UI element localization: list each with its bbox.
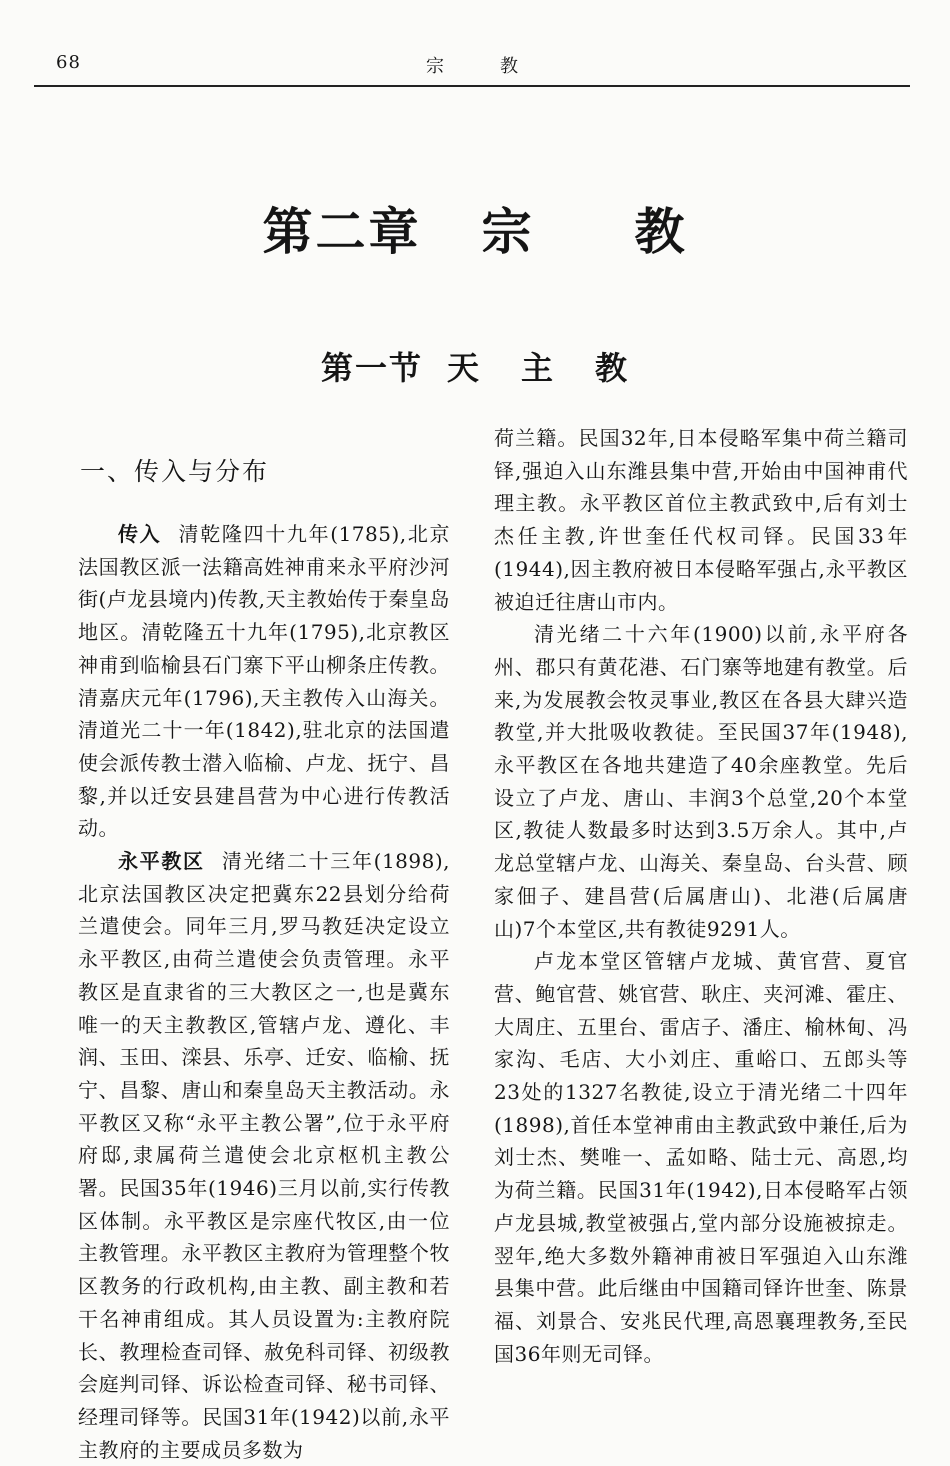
running-head [34,52,910,82]
paragraph-text: 清乾隆四十九年(1785),北京法国教区派一法籍高姓神甫来永平府沙河街(卢龙县境内)传教,天主教始传于秦皇岛地区。清乾隆五十九年(1795),北京教区神甫到临榆县石门寨下平山柳条庄传教。清嘉庆元年(1796),天主教传入山海关。清道光二十一年(1842),驻北京的法国遣使会派传教士潜入临榆、卢龙、抚宁、昌黎,并以迁安县建昌营为中心进行传教活动。 [78,522,450,841]
chapter-title-char-1: 宗 [481,203,535,261]
run-in-heading: 永平教区 [118,849,205,874]
running-head-title: 宗教 [426,56,574,77]
chapter-title [0,192,950,264]
paragraph-introduction [78,518,450,845]
paragraph-text: 清光绪二十三年(1898),北京法国教区决定把冀东22县划分给荷兰遣使会。同年三月,罗马教廷决定设立永平教区,由荷兰遣使会负责管理。永平教区是直隶省的三大教区之一,也是冀东唯一的天主教教区,管辖卢龙、遵化、丰润、玉田、滦县、乐亭、迁安、临榆、抚宁、昌黎、唐山和秦皇岛天主教活动。永平教区又称“永平主教公署”,位于永平府府邸,隶属荷兰遣使会北京枢机主教公署。民国35年(1946)三月以前,实行传教区体制。永平教区是宗座代牧区,由一位主教管理。永平教区主教府为管理整个牧区教务的行政机构,由主教、副主教和若干名神甫组成。其人员设置为:主教府院长、教理检查司铎、赦免科司铎、初级教会庭判司铎、诉讼检查司铎、秘书司铎、经理司铎等。民国31年(1942)以前,永平主教府的主要成员多数为 [78,849,450,1462]
left-column [78,518,450,1466]
paragraph-continued: 荷兰籍。民国32年,日本侵略军集中荷兰籍司铎,强迫入山东潍县集中营,开始由中国神甫代理主教。永平教区首位主教武致中,后有刘士杰任主教,许世奎任代权司铎。民国33年(1944),因主教府被日本侵略军强占,永平教区被迫迁往唐山市内。 [494,426,908,614]
header-rule [34,85,910,87]
paragraph-churches: 清光绪二十六年(1900)以前,永平府各州、郡只有黄花港、石门寨等地建有教堂。后来,为发展教会牧灵事业,教区在各县大肆兴造教堂,并大批吸收教徒。至民国37年(1948),永平教区在各地共建造了40余座教堂。先后设立了卢龙、唐山、丰润3个总堂,20个本堂区,教徒人数最多时达到3.5万余人。其中,卢龙总堂辖卢龙、山海关、秦皇岛、台头营、顾家佃子、建昌营(后属唐山)、北港(后属唐山)7个本堂区,共有教徒9291人。 [494,622,908,941]
right-column [494,422,908,1370]
section-title-char-1: 天 [446,349,481,387]
section-title [0,343,950,389]
section-title-char-3: 教 [595,349,630,387]
paragraph-lulong-parish: 卢龙本堂区管辖卢龙城、黄官营、夏官营、鲍官营、姚官营、耿庄、夹河滩、霍庄、大周庄、五里台、雷店子、潘庄、榆林甸、冯家沟、毛店、大小刘庄、重峪口、五郎头等23处的1327名教徒,设立于清光绪二十四年(1898),首任本堂神甫由主教武致中兼任,后为刘士杰、樊唯一、孟如略、陆士元、高恩,均为荷兰籍。民国31年(1942),日本侵略军占领卢龙县城,教堂被强占,堂内部分设施被掠走。翌年,绝大多数外籍神甫被日军强迫入山东潍县集中营。此后继由中国籍司铎许世奎、陈景福、刘景合、安兆民代理,高恩襄理教务,至民国36年则无司铎。 [494,949,908,1366]
chapter-number: 第二章 [262,203,422,261]
page-number: 68 [56,52,81,73]
run-in-heading: 传入 [118,522,162,546]
section-number: 第一节 [320,349,423,387]
section-title-char-2: 主 [521,349,556,387]
paragraph-yongping-diocese [78,845,450,1466]
chapter-title-char-2: 教 [634,203,688,261]
subheading: 一、传入与分布 [80,457,270,486]
